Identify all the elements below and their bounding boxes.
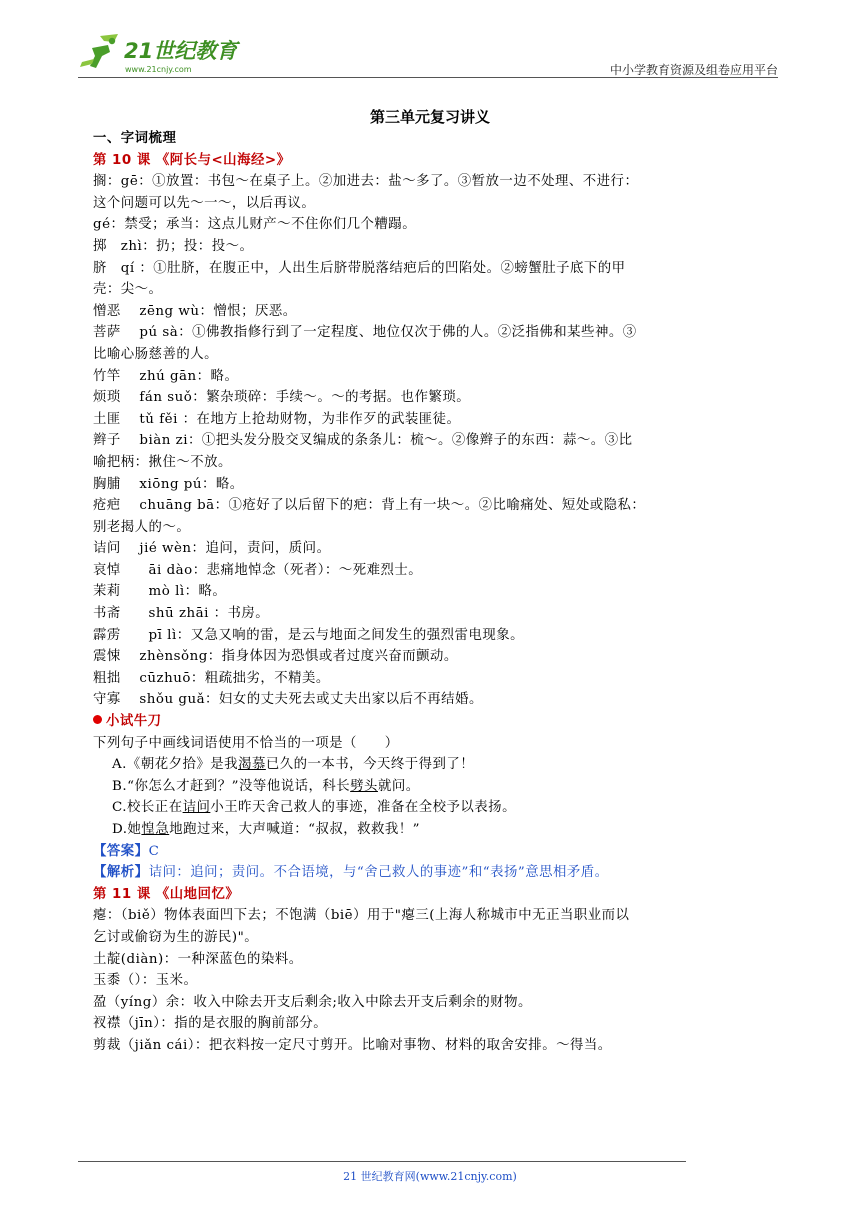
platform-label: 中小学教育资源及组卷应用平台 <box>609 63 778 77</box>
vocab-line: 诘问 jié wèn：追问，责问，质问。 <box>93 541 331 557</box>
vocab-line: 守寡 shǒu guǎ：妇女的丈夫死去或丈夫出家以后不再结婚。 <box>93 692 483 708</box>
red-bullet-icon <box>93 715 102 724</box>
underlined-word: 劈头 <box>350 778 378 794</box>
vocab-line: 盈（yíng）余：收入中除去开支后剩余;收入中除去开支后剩余的财物。 <box>93 994 532 1010</box>
section-heading: 一、字词梳理 <box>93 131 177 146</box>
vocab-line: 衩襟（jīn）：指的是衣服的胸前部分。 <box>93 1016 328 1032</box>
vocab-line: 土匪 tǔ fěi ：在地方上抢劫财物，为非作歹的武装匪徒。 <box>93 411 461 427</box>
vocab-line: 书斋 shū zhāi ：书房。 <box>93 606 270 622</box>
underlined-word: 惶急 <box>141 822 170 837</box>
lesson-11-heading: 第 11 课 《山地回忆》 <box>93 886 240 902</box>
vocab-line: 瘪：（biě）物体表面凹下去；不饱满（biē）用于"瘪三(上海人称城市中无正当职业而以 <box>93 908 630 924</box>
logo-url: www.21cnjy.com <box>125 65 192 74</box>
practice-heading: 小试牛刀 <box>93 711 773 733</box>
vocab-line: 比喻心肠慈善的人。 <box>93 346 219 362</box>
vocab-line: 震悚 zhènsǒng：指身体因为恐惧或者过度兴奋而颤动。 <box>93 649 458 665</box>
vocab-line: 哀悼 āi dào：悲痛地悼念（死者）：～死难烈士。 <box>93 562 423 578</box>
lesson-11-vocab <box>93 905 773 1056</box>
analysis-line: 【解析】诘问：追问；责问。不合语境，与“舍己救人的事迹”和“表扬”意思相矛盾。 <box>93 864 609 881</box>
vocab-line: 玉黍（）：玉米。 <box>93 973 198 989</box>
vocab-line: 烦琐 fán suǒ：繁杂琐碎：手续～。～的考据。也作繁琐。 <box>93 390 471 406</box>
vocab-line: 茉莉 mò lì：略。 <box>93 584 227 600</box>
vocab-line: 别老揭人的～。 <box>93 519 191 535</box>
answer-line: 【答案】C <box>93 842 160 859</box>
vocab-line: 胸脯 xiōng pú：略。 <box>93 476 244 492</box>
vocab-line: 憎恶 zēng wù：憎恨；厌恶。 <box>93 303 297 319</box>
vocab-line: 霹雳 pī lì：又急又响的雷，是云与地面之间发生的强烈雷电现象。 <box>93 627 525 643</box>
vocab-line: 乞讨或偷窃为生的游民)"。 <box>93 929 259 945</box>
document-body <box>93 128 773 1057</box>
option-c: C.校长正在诘问小王昨天舍己救人的事迹，准备在全校予以表扬。 <box>112 800 516 816</box>
vocab-line: 粗拙 cūzhuō：粗疏拙劣，不精美。 <box>93 670 330 686</box>
underlined-word: 诘问 <box>182 800 211 816</box>
vocab-line: 这个问题可以先～一～，以后再议。 <box>93 195 316 211</box>
footer-divider <box>78 1161 686 1162</box>
question-text: 下列句子中画线词语使用不恰当的一项是（ ） <box>93 735 399 751</box>
footer-text: 21 世纪教育网(www.21cnjy.com) <box>343 1170 517 1183</box>
vocab-line: 剪裁（jiǎn cái）：把衣料按一定尺寸剪开。比喻对事物、材料的取舍安排。～得当。 <box>93 1037 612 1053</box>
option-b: B.“你怎么才赶到？”没等他说话，科长劈头就问。 <box>112 778 420 794</box>
vocab-line: 竹竿 zhú gān：略。 <box>93 368 239 384</box>
vocab-line: 菩萨 pú sà：①佛教指修行到了一定程度、地位仅次于佛的人。②泛指佛和某些神。③ <box>93 325 637 341</box>
lesson-10-heading: 第 10 课 《阿长与<山海经>》 <box>93 152 291 168</box>
vocab-line: 壳：尖～。 <box>93 282 163 298</box>
vocab-line: 掷 zhì：扔；投：投～。 <box>93 238 254 254</box>
underlined-word: 渴慕 <box>238 757 266 773</box>
vocab-line: 喻把柄：揪住～不放。 <box>93 454 232 470</box>
option-d: D.她惶急地跑过来，大声喊道：“叔叔，救救我！” <box>112 822 421 837</box>
document-title: 第三单元复习讲义 <box>369 108 490 126</box>
option-a: A.《朝花夕拾》是我渴慕已久的一本书，今天终于得到了！ <box>112 757 475 773</box>
vocab-line: 疮疤 chuāng bā：①疮好了以后留下的疤：背上有一块～。②比喻痛处、短处或隐私： <box>93 498 646 514</box>
vocab-line: 土靛(diàn)：一种深蓝色的染料。 <box>93 951 303 967</box>
vocab-line: 搁：gē：①放置：书包～在桌子上。②加进去：盐～多了。③暂放一边不处理、不进行： <box>93 174 639 190</box>
logo-text: 21世纪教育 <box>124 39 238 63</box>
vocab-line: 辫子 biàn zi：①把头发分股交叉编成的条条儿：梳～。②像辫子的东西：蒜～。③比 <box>93 433 633 449</box>
header-divider <box>78 77 778 78</box>
vocab-line: 脐 qí ：①肚脐，在腹正中，人出生后脐带脱落结疤后的凹陷处。②螃蟹肚子底下的甲 <box>93 260 626 276</box>
vocab-line: gé：禁受；承当：这点儿财产～不住你们几个糟蹋。 <box>93 217 417 233</box>
21cnjy-logo <box>78 32 248 76</box>
lesson-10-vocab <box>93 171 773 711</box>
page-header <box>78 18 778 78</box>
